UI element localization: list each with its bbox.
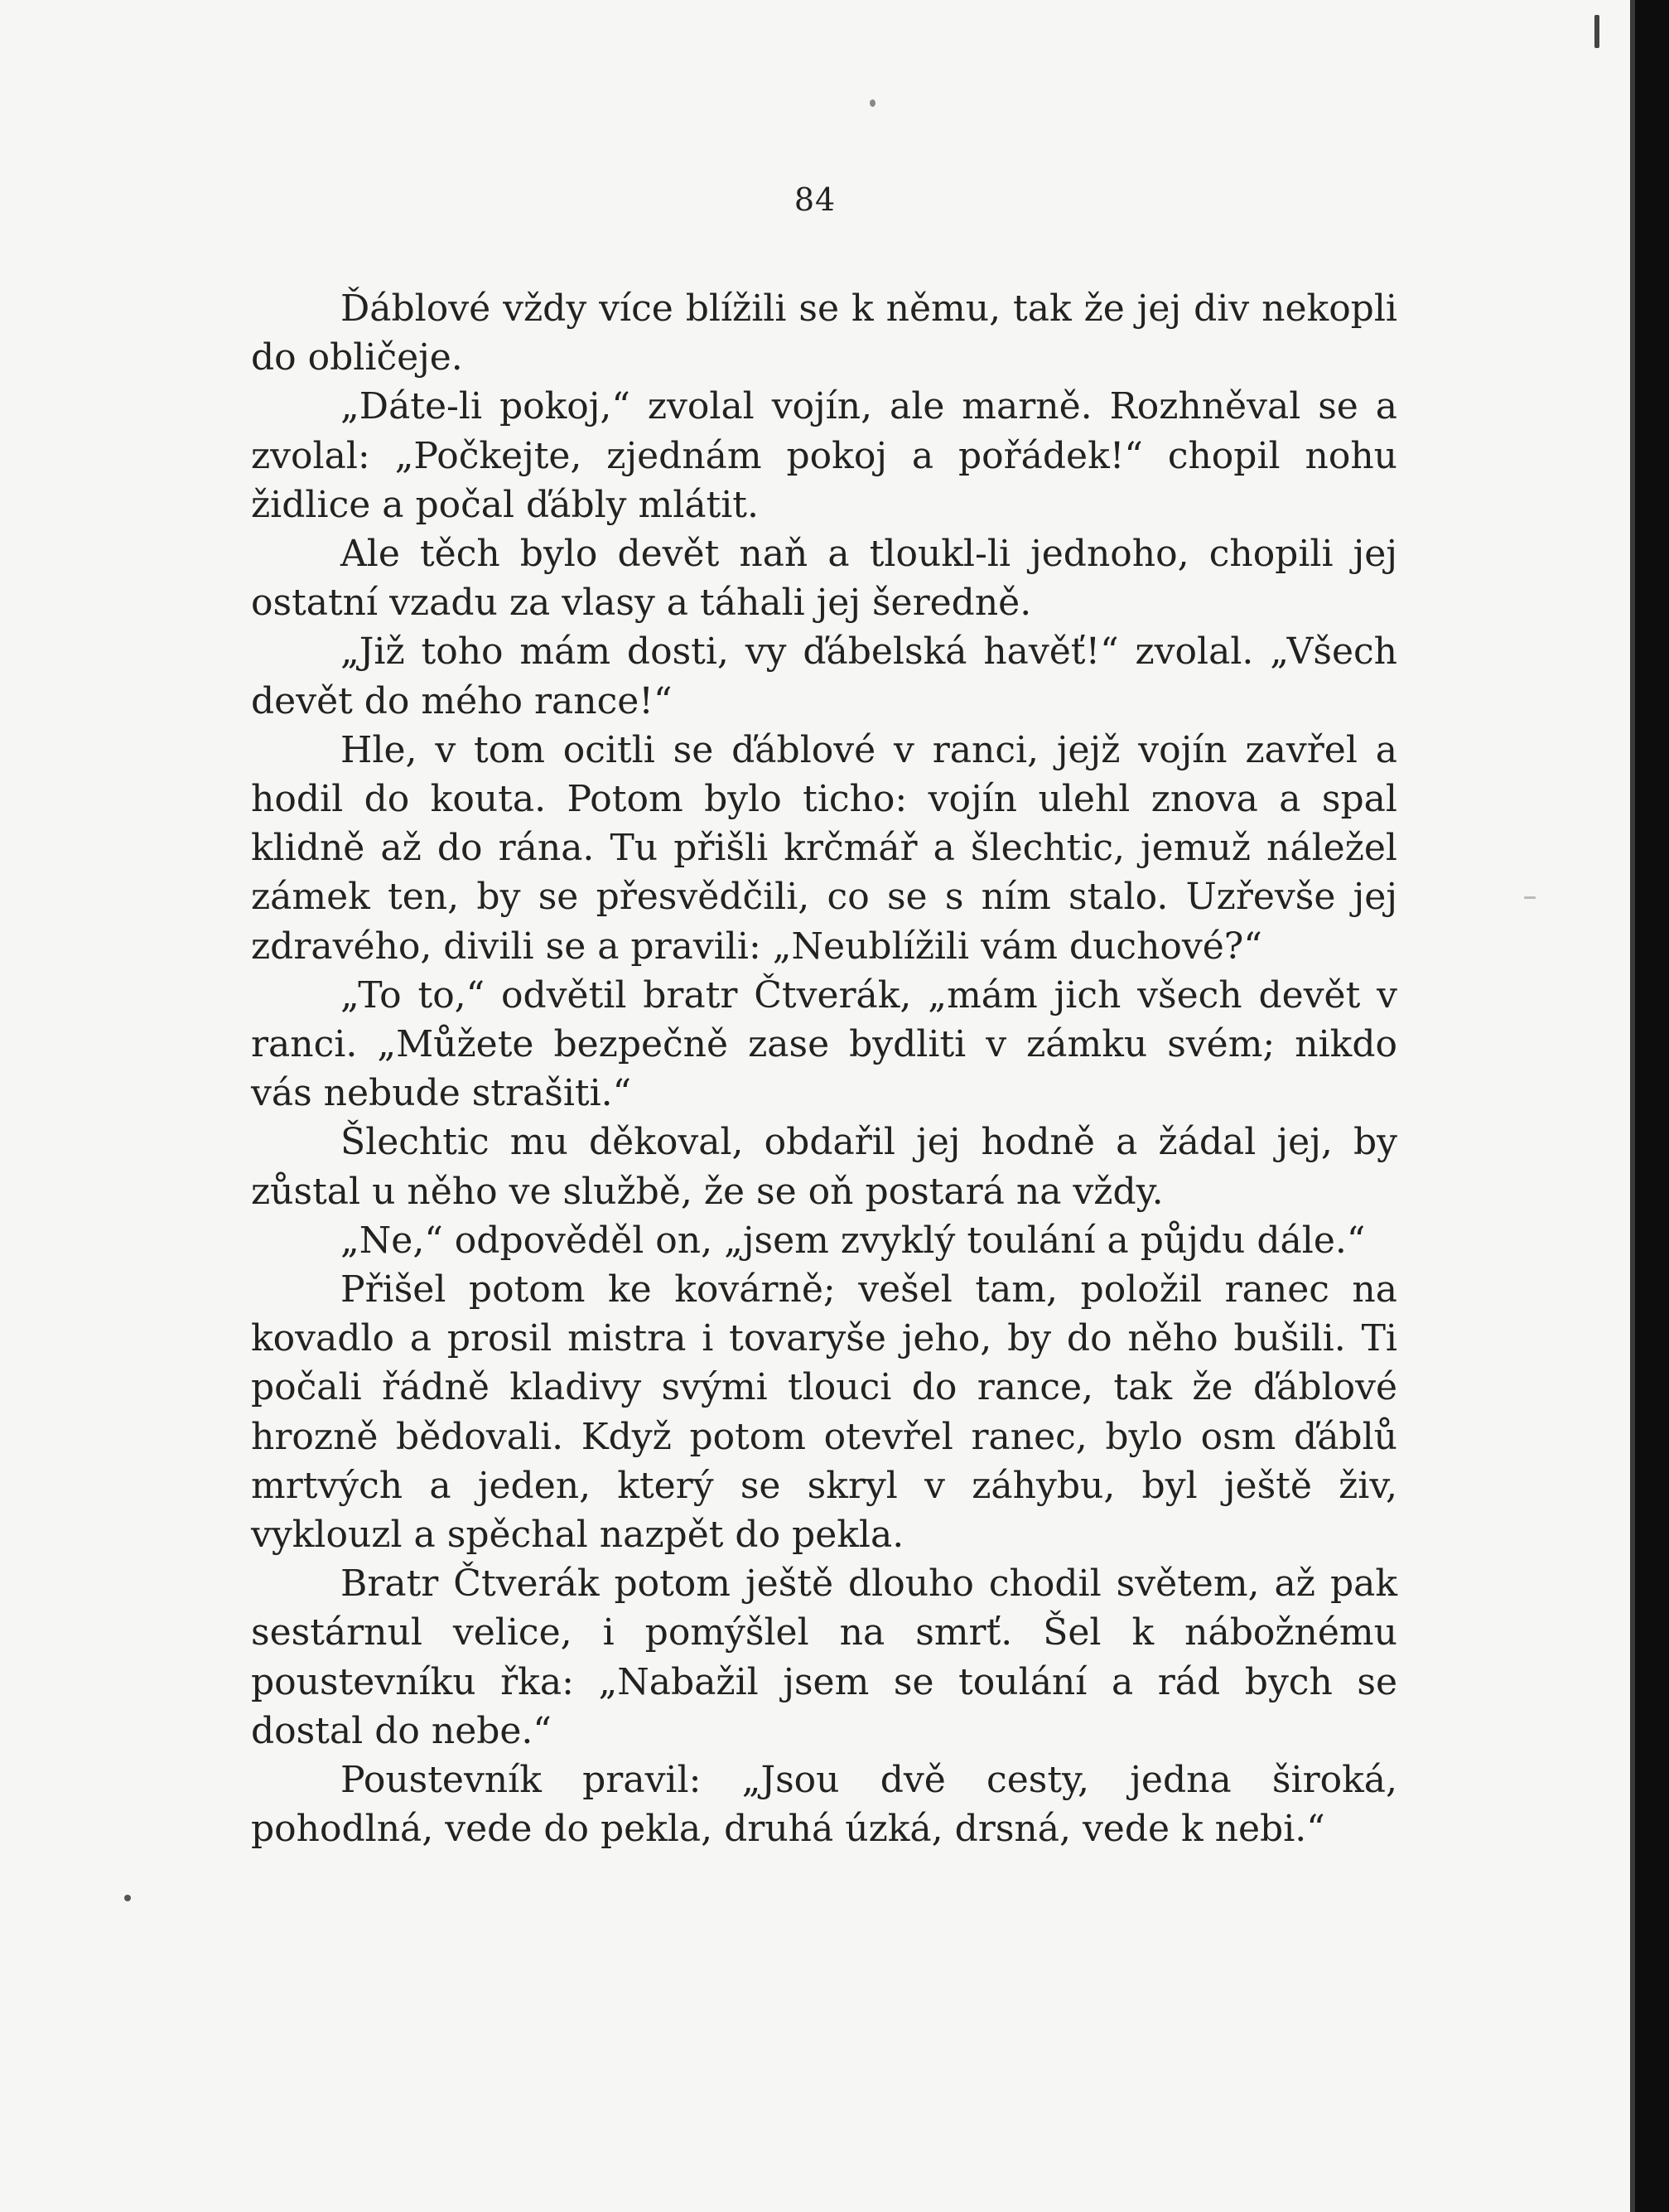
paragraph: Bratr Čtverák potom ještě dlouho chodil světem, až pak sestárnul velice, i pomýšlel na smrť. Šel k nábožnému poustevníku řka: „Nabažil jsem se toulání a rád bych se dostal do nebe.“ <box>251 1562 1397 1752</box>
paragraph: Přišel potom ke kovárně; vešel tam, položil ranec na kovadlo a prosil mistra i tovaryše jeho, by do něho bušili. Ti počali řádně kladivy svými tlouci do rance, tak že ďáblové hrozně bědovali. Když potom otevřel ranec, bylo osm ďáblů mrtvých a jeden, který se skryl v záhybu, byl ještě živ, vyklouzl a spěchal nazpět do pekla. <box>251 1268 1397 1557</box>
paragraph: „Ne,“ odpověděl on, „jsem zvyklý toulání a půjdu dále.“ <box>340 1219 1366 1262</box>
paragraph: „Dáte-li pokoj,“ zvolal vojín, ale marně. Rozhněval se a zvolal: „Počkejte, zjednám pokoj a pořádek!“ chopil nohu židlice a počal ďábly mlátit. <box>251 385 1397 526</box>
scan-edge <box>1630 0 1669 2212</box>
paragraph: „Již toho mám dosti, vy ďábelská havěť!“ zvolal. „Všech devět do mého rance!“ <box>251 630 1397 722</box>
ink-speck <box>124 1895 131 1901</box>
ink-speck <box>1594 15 1599 48</box>
paragraph: Ďáblové vždy více blížili se k němu, tak že jej div nekopli do obličeje. <box>251 287 1397 379</box>
page-number: 84 <box>793 181 837 218</box>
paragraph: Ale těch bylo devět naň a tloukl-li jednoho, chopili jej ostatní vzadu za vlasy a táhali jej šeredně. <box>251 533 1397 625</box>
ink-speck <box>1524 896 1536 899</box>
body-text <box>251 284 1397 1854</box>
paragraph: „To to,“ odvětil bratr Čtverák, „mám jich všech devět v ranci. „Můžete bezpečně zase bydliti v zámku svém; nikdo vás nebude strašiti.“ <box>251 973 1397 1115</box>
paragraph: Šlechtic mu děkoval, obdařil jej hodně a žádal jej, by zůstal u něho ve službě, že se oň postará na vždy. <box>251 1121 1397 1213</box>
paragraph: Poustevník pravil: „Jsou dvě cesty, jedna široká, pohodlná, vede do pekla, druhá úzká, drsná, vede k nebi.“ <box>251 1759 1397 1851</box>
paragraph: Hle, v tom ocitli se ďáblové v ranci, jejž vojín zavřel a hodil do kouta. Potom bylo ticho: vojín ulehl znova a spal klidně až do rána. Tu přišli krčmář a šlechtic, jemuž náležel zámek ten, by se přesvědčili, co se s ním stalo. Uzřevše jej zdravého, divili se a pravili: „Neublížili vám duchové?“ <box>251 728 1397 968</box>
ink-speck <box>870 99 876 107</box>
